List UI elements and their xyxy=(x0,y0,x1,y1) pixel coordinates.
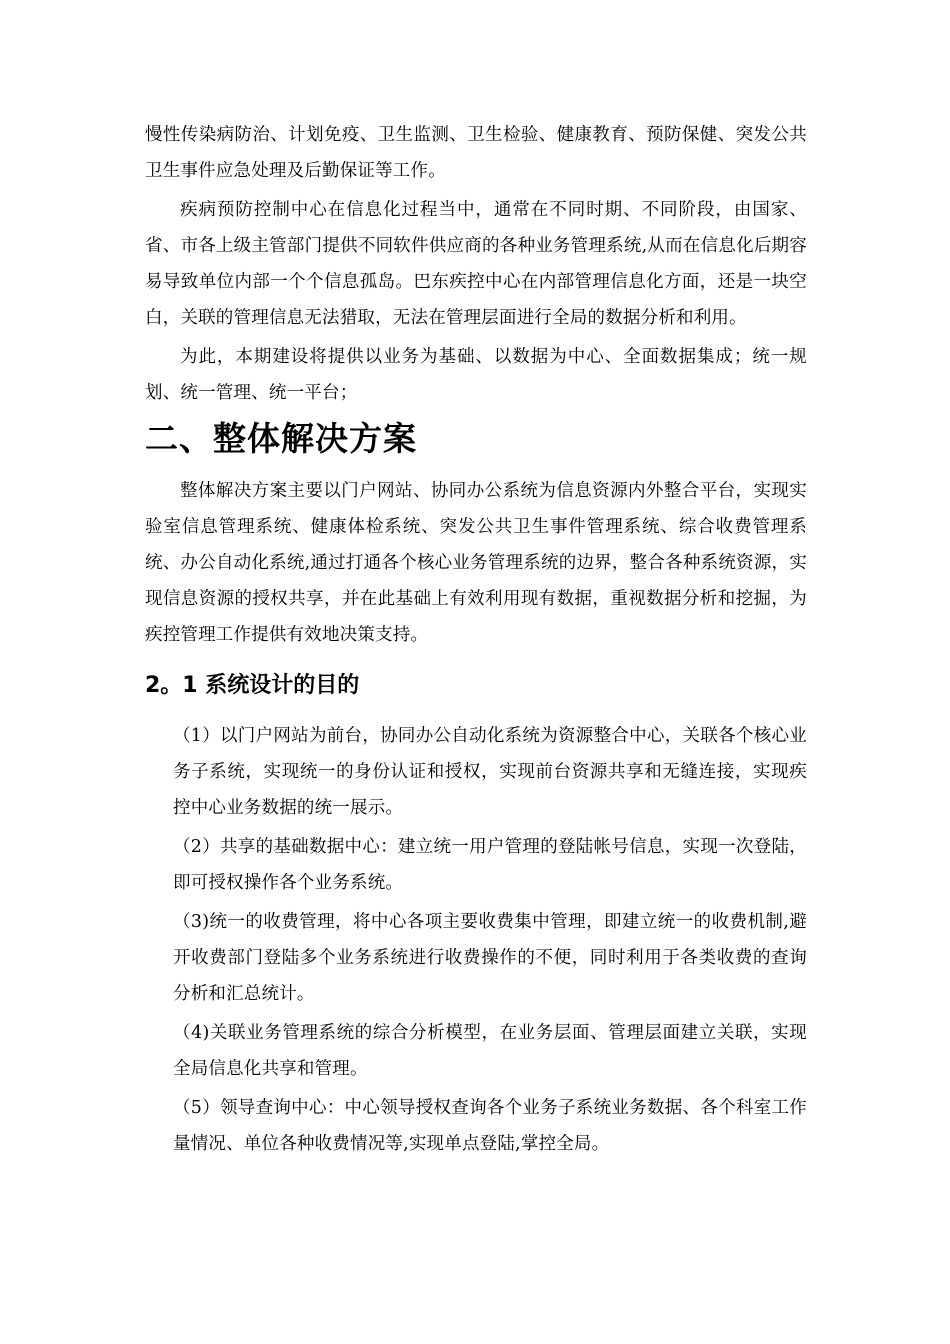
intro-paragraph-1: 慢性传染病防治、计划免疫、卫生监测、卫生检验、健康教育、预防保健、突发公共卫生事件应急处理及后勤保证等工作。 xyxy=(145,125,807,181)
document-page xyxy=(145,0,807,1162)
list-item: （4)关联业务管理系统的综合分析模型，在业务层面、管理层面建立关联，实现全局信息化共享和管理。 xyxy=(173,1023,807,1079)
intro-paragraph-2: 疾病预防控制中心在信息化过程当中，通常在不同时期、不同阶段，由国家、省、市各上级主管部门提供不同软件供应商的各种业务管理系统,从而在信息化后期容易导致单位内部一个个信息孤岛。巴东疾控中心在内部管理信息化方面，还是一块空白，关联的管理信息无法猎取，无法在管理层面进行全局的数据分析和利用。 xyxy=(145,200,807,328)
design-goals-list xyxy=(145,718,807,1162)
list-item: （3)统一的收费管理，将中心各项主要收费集中管理，即建立统一的收费机制,避开收费部门登陆多个业务系统进行收费操作的不便，同时利用于各类收费的查询分析和汇总统计。 xyxy=(173,912,807,1004)
list-item: （2）共享的基础数据中心：建立统一用户管理的登陆帐号信息，实现一次登陆，即可授权操作各个业务系统。 xyxy=(173,837,807,893)
section-2-paragraph: 整体解决方案主要以门户网站、协同办公系统为信息资源内外整合平台，实现实验室信息管理系统、健康体检系统、突发公共卫生事件管理系统、综合收费管理系统、办公自动化系统,通过打通各个核心业务管理系统的边界，整合各种系统资源，实现信息资源的授权共享，并在此基础上有效利用现有数据，重视数据分析和挖掘，为疾控管理工作提供有效地决策支持。 xyxy=(145,481,807,645)
section-2-1-heading: 2。1 系统设计的目的 xyxy=(145,673,360,698)
intro-paragraph-3: 为此，本期建设将提供以业务为基础、以数据为中心、全面数据集成；统一规划、统一管理、统一平台； xyxy=(145,347,807,403)
list-item: （5）领导查询中心：中心领导授权查询各个业务子系统业务数据、各个科室工作量情况、单位各种收费情况等,实现单点登陆,掌控全局。 xyxy=(173,1098,807,1154)
section-2-heading: 二、整体解决方案 xyxy=(145,419,417,458)
list-item: （1）以门户网站为前台，协同办公自动化系统为资源整合中心，关联各个核心业务子系统，实现统一的身份认证和授权，实现前台资源共享和无缝连接，实现疾控中心业务数据的统一展示。 xyxy=(173,726,807,818)
